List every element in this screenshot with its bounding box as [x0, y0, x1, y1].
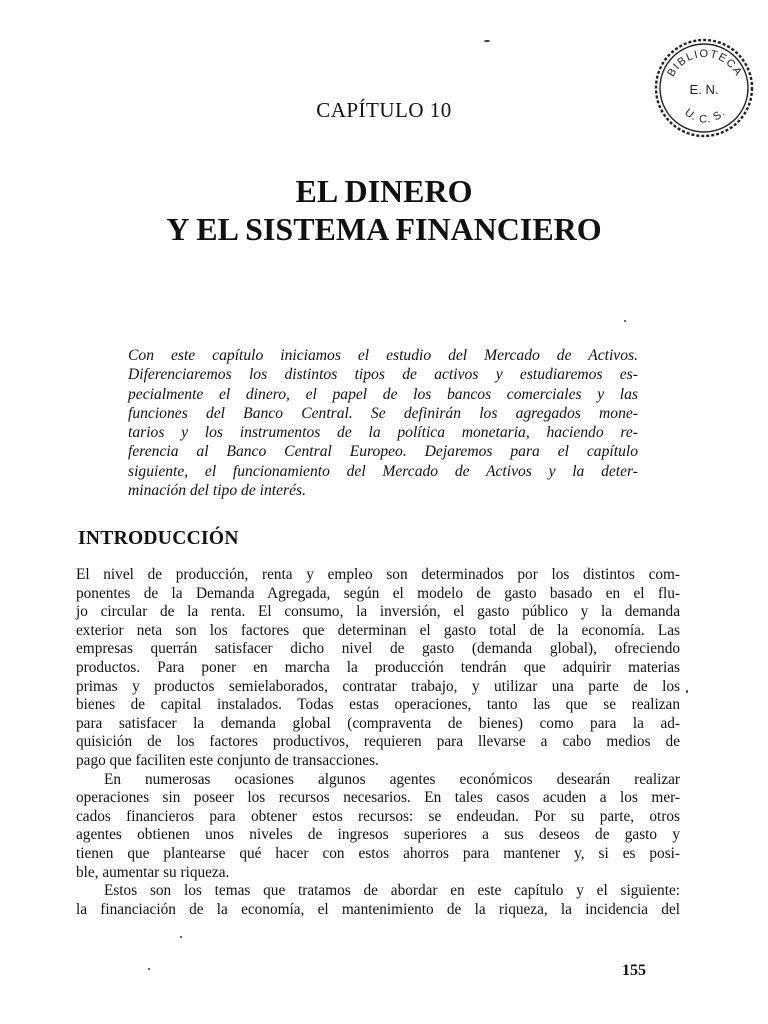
- chapter-title: [0, 172, 768, 248]
- abstract-line: minación del tipo de interés.: [128, 482, 306, 500]
- body-line: empresas querrán satisfacer dicho nivel de gasto (demanda global), ofreciendo: [76, 640, 680, 658]
- page-number: 155: [622, 962, 646, 979]
- library-stamp-seal: [652, 36, 756, 140]
- body-line: ponentes de la Demanda Agregada, según el modelo de gasto basado en el flu-: [76, 584, 680, 602]
- svg-text:E. N.: E. N.: [689, 82, 719, 97]
- chapter-label: CAPÍTULO 10: [316, 98, 452, 122]
- abstract-line: Con este capítulo iniciamos el estudio del Mercado de Activos.: [128, 347, 638, 364]
- body-line: agentes obtienen unos niveles de ingresos superiores a sus deseos de gasto y: [76, 826, 680, 844]
- scan-speck: [180, 936, 182, 938]
- abstract-line: Diferenciaremos los distintos tipos de activos y estudiaremos es-: [128, 366, 638, 384]
- scan-speck: [686, 690, 688, 693]
- abstract-line: pecialmente el dinero, el papel de los bancos comerciales y las: [128, 385, 638, 403]
- body-line: cados financieros para obtener estos recursos: se endeudan. Por su parte, otros: [76, 807, 680, 825]
- body-line: El nivel de producción, renta y empleo son determinados por los distintos com-: [76, 566, 680, 583]
- body-line: quisición de los factores productivos, requieren para llevarse a cabo medios de: [76, 733, 680, 751]
- abstract-line: ferencia al Banco Central Europeo. Dejaremos para el capítulo: [128, 443, 638, 461]
- scan-speck: [148, 968, 150, 970]
- body-line: primas y productos semielaborados, contratar trabajo, y utilizar una parte de los: [76, 677, 680, 695]
- abstract-line: tarios y los instrumentos de la política monetaria, haciendo re-: [128, 424, 638, 442]
- body-line: productos. Para poner en marcha la producción tendrán que adquirir materias: [76, 658, 680, 676]
- chapter-title-line: Y EL SISTEMA FINANCIERO: [166, 211, 602, 247]
- body-line: bienes de capital instalados. Todas estas operaciones, tanto las que se realizan: [76, 696, 680, 714]
- body-line: exterior neta son los factores que determinan el gasto total de la economía. Las: [76, 621, 680, 639]
- scan-speck: [624, 320, 626, 322]
- abstract-line: siguiente, el funcionamiento del Mercado de Activos y la deter-: [128, 462, 638, 480]
- body-line: para satisfacer la demanda global (compraventa de bienes) como para la ad-: [76, 714, 680, 732]
- body-line: Estos son los temas que tratamos de abordar en este capítulo y el siguiente:: [104, 882, 680, 900]
- body-text: [76, 566, 680, 919]
- body-line: pago que faciliten este conjunto de transacciones.: [76, 751, 379, 769]
- body-line: tienen que plantearse qué hacer con estos ahorros para mantener y, si es posi-: [76, 844, 680, 862]
- body-line: En numerosas ocasiones algunos agentes económicos desearán realizar: [104, 770, 680, 788]
- scan-speck: [484, 40, 490, 42]
- body-line: ble, aumentar su riqueza.: [76, 863, 230, 881]
- body-line: operaciones sin poseer los recursos necesarios. En tales casos acuden a los mer-: [76, 789, 680, 807]
- chapter-abstract: [128, 346, 638, 500]
- svg-text:U. C. S.: U. C. S.: [682, 106, 728, 126]
- abstract-line: funciones del Banco Central. Se definirán los agregados mone-: [128, 404, 638, 422]
- chapter-title-line: EL DINERO: [295, 173, 473, 209]
- svg-text:BIBLIOTECA: BIBLIOTECA: [665, 47, 745, 79]
- body-line: la financiación de la economía, el mantenimiento de la riqueza, la incidencia del: [76, 900, 680, 918]
- body-line: jo circular de la renta. El consumo, la inversión, el gasto público y la demanda: [76, 603, 680, 621]
- section-heading: INTRODUCCIÓN: [78, 528, 239, 549]
